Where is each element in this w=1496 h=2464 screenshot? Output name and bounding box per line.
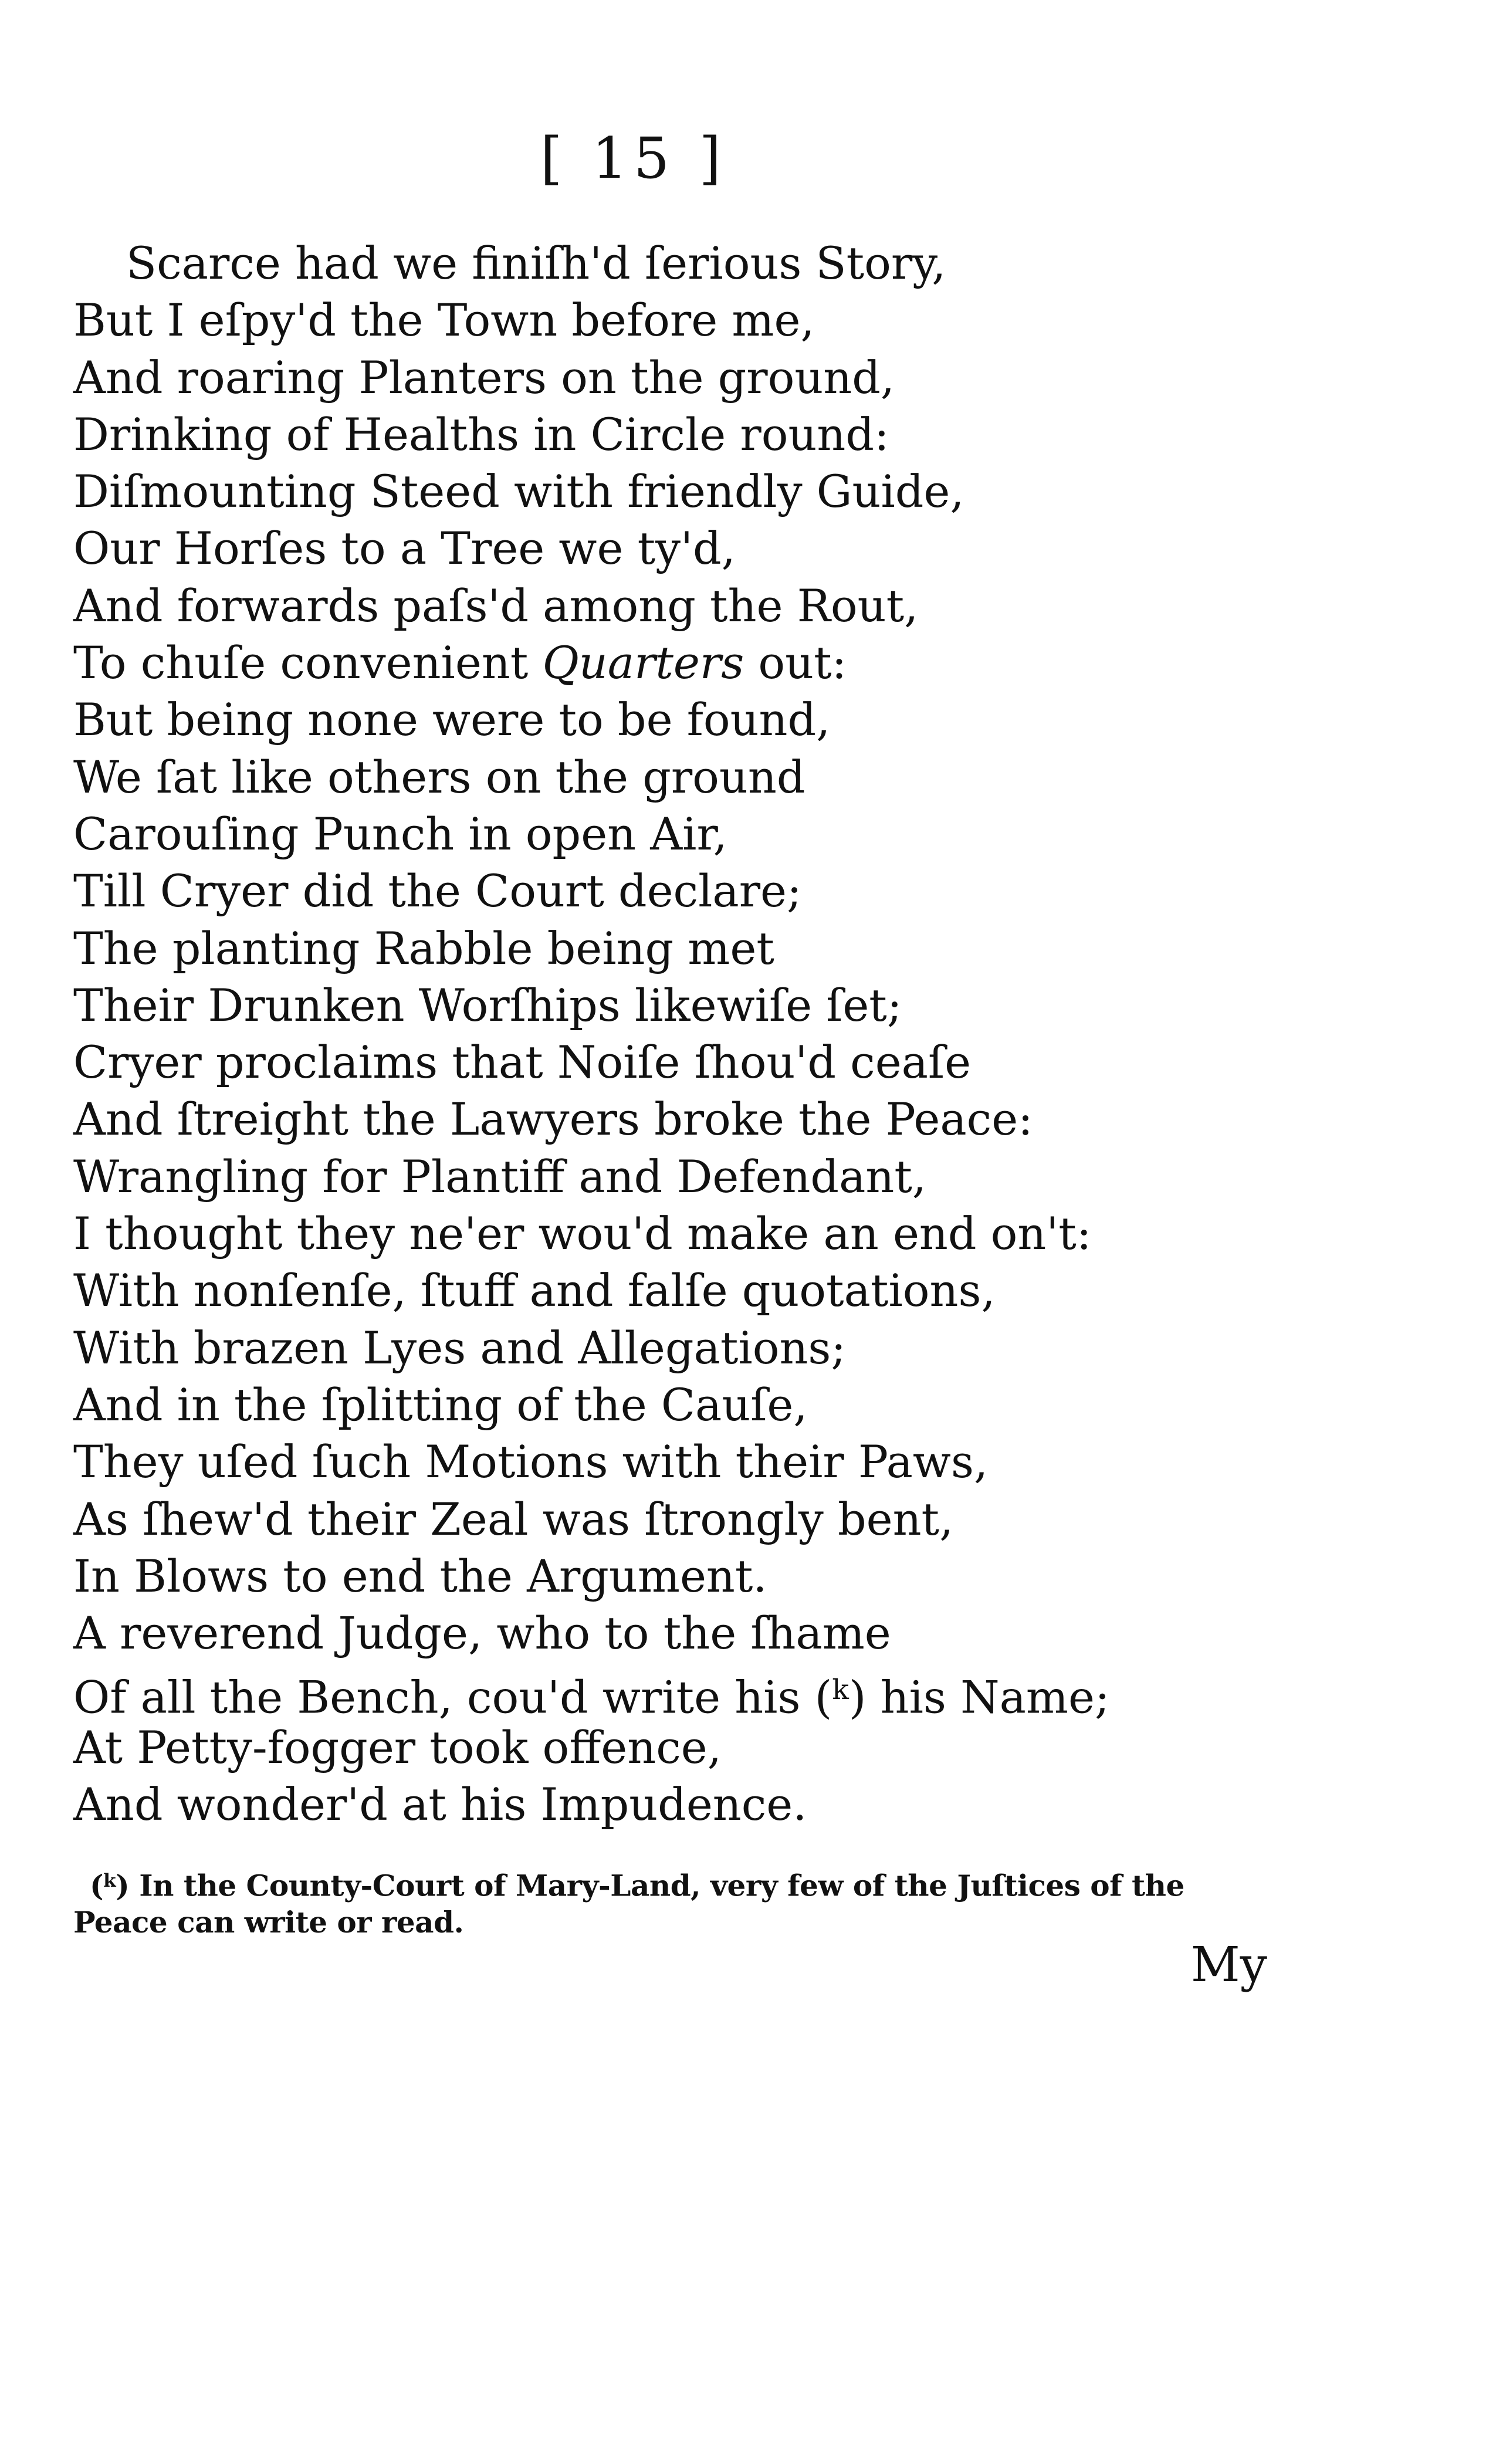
- footnote-line: Peace can write or read.: [73, 1904, 464, 1940]
- verse-line: Diſmounting Steed with friendly Guide,: [73, 465, 964, 518]
- verse-line: Carouſing Punch in open Air,: [73, 807, 727, 860]
- verse-line: As ſhew'd their Zeal was ſtrongly bent,: [73, 1492, 954, 1545]
- verse-line: Our Horſes to a Tree we ty'd,: [73, 522, 736, 575]
- verse-line: Cryer proclaims that Noiſe ſhou'd ceaſe: [73, 1036, 972, 1089]
- verse-line-quarters: [73, 634, 1247, 691]
- footnote-mark-open: (: [90, 1868, 104, 1903]
- verse-line: The planting Rabble being met: [73, 922, 774, 974]
- verse-line: At Petty-fogger took offence,: [73, 1721, 722, 1773]
- note-ref-open: (: [800, 1671, 832, 1724]
- verse-line: With brazen Lyes and Allegations;: [73, 1321, 847, 1374]
- verse-line: But I eſpy'd the Town before me,: [73, 294, 815, 347]
- verse-text: To chuſe convenient: [73, 637, 529, 689]
- verse-line: And wonder'd at his Impudence.: [73, 1778, 807, 1831]
- footnote-text: In the County-Court of Mary-Land, very few of the Juſtices of the: [129, 1868, 1184, 1903]
- footnote-mark: k: [103, 1870, 116, 1891]
- verse-line: And forwards paſs'd among the Rout,: [73, 579, 919, 632]
- footnote-reference: k: [832, 1674, 849, 1707]
- verse-line: And roaring Planters on the ground,: [73, 351, 895, 404]
- verse-text: Of all the Bench, cou'd write his: [73, 1671, 801, 1724]
- verse-line: Wrangling for Plantiff and Defendant,: [73, 1150, 927, 1203]
- poem-verse: [73, 235, 1247, 1833]
- verse-line: And in the ſplitting of the Cauſe,: [73, 1378, 808, 1431]
- note-ref-close: ): [848, 1671, 867, 1724]
- quarters-italic: Quarters: [542, 637, 744, 689]
- verse-line: But being none were to be found,: [73, 693, 831, 746]
- verse-line: They uſed ſuch Motions with their Paws,: [73, 1436, 989, 1488]
- verse-line: Scarce had we finiſh'd ſerious Story,: [126, 237, 946, 289]
- verse-line: In Blows to end the Argument.: [73, 1549, 767, 1602]
- verse-line: With nonſenſe, ſtuff and falſe quotations,: [73, 1264, 996, 1317]
- verse-text: his Name;: [866, 1671, 1110, 1724]
- verse-line: And ſtreight the Lawyers broke the Peace:: [73, 1093, 1033, 1146]
- catchword: My: [1190, 1937, 1267, 1993]
- verse-line: A reverend Judge, who to the ſhame: [73, 1607, 891, 1660]
- verse-line: We ſat like others on the ground: [73, 750, 805, 803]
- footnote: [73, 1863, 1235, 1941]
- verse-line-note-ref: [73, 1661, 1247, 1724]
- page-number: [ 15 ]: [540, 126, 727, 191]
- verse-line: Drinking of Healths in Circle round:: [73, 408, 889, 461]
- verse-text: out:: [744, 637, 847, 689]
- footnote-line: [73, 1863, 1235, 1904]
- verse-line: Their Drunken Worſhips likewiſe ſet;: [73, 979, 902, 1031]
- footnote-mark-close: ): [116, 1868, 130, 1903]
- verse-line: I thought they ne'er wou'd make an end on't:: [73, 1207, 1092, 1260]
- verse-line: Till Cryer did the Court declare;: [73, 865, 802, 918]
